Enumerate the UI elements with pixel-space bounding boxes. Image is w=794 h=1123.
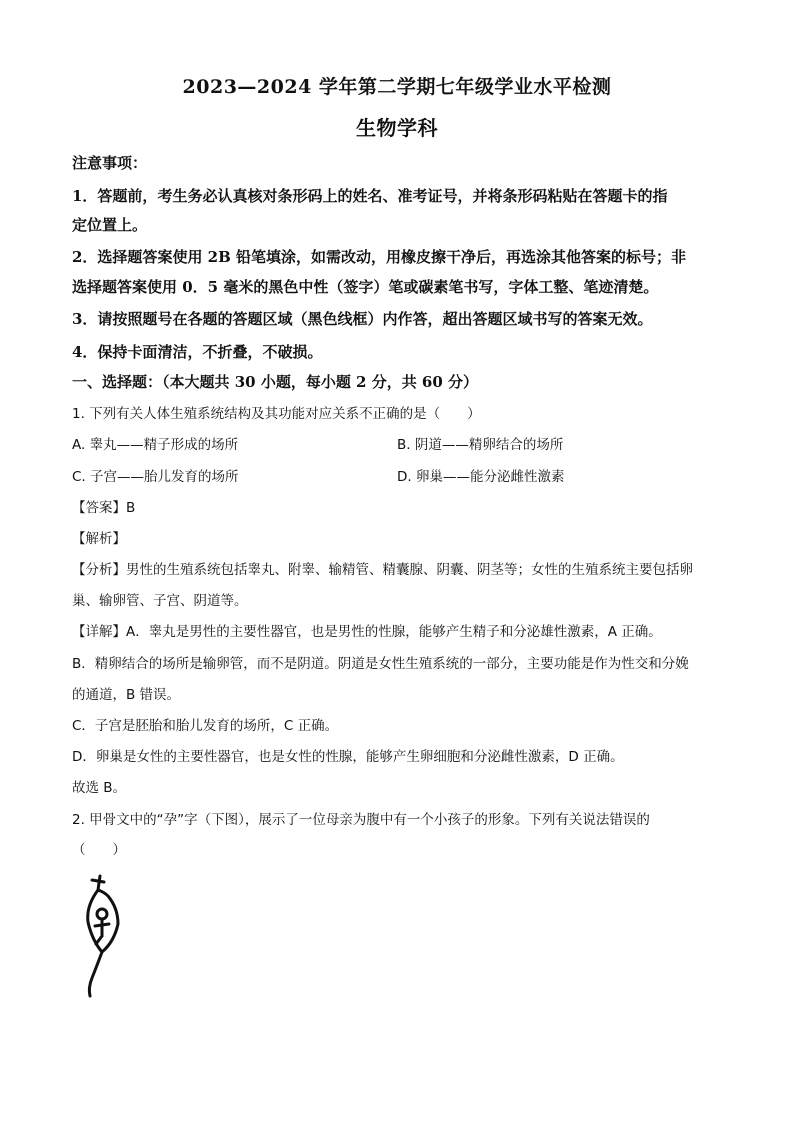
notice-item: 1．答题前，考生务必认真核对条形码上的姓名、准考证号，并将条形码粘贴在答题卡的指: [72, 187, 668, 205]
exam-title: 2023—2024 学年第二学期七年级学业水平检测: [182, 76, 612, 98]
notice-heading: 注意事项：: [72, 154, 148, 172]
question-1-option-c: C. 子宫——胎儿发育的场所: [72, 469, 239, 485]
question-1-stem: 1. 下列有关人体生殖系统结构及其功能对应关系不正确的是（ ）: [72, 406, 481, 422]
notice-item: 3．请按照题号在各题的答题区域（黑色线框）内作答，超出答题区域书写的答案无效。: [72, 310, 653, 328]
question-2-stem-continued: （ ）: [72, 842, 126, 858]
analysis-line: 故选 B。: [72, 780, 127, 796]
analysis-line: D．卵巢是女性的主要性器官，也是女性的性腺，能够产生卵细胞和分泌雌性激素，D 正确。: [72, 749, 624, 765]
subject-title: 生物学科: [356, 116, 438, 140]
question-1-option-b: B. 阴道——精卵结合的场所: [397, 437, 564, 453]
section-heading: 一、选择题：（本大题共 30 小题，每小题 2 分，共 60 分）: [72, 373, 479, 391]
analysis-line: 【分析】男性的生殖系统包括睾丸、附睾、输精管、精囊腺、阴囊、阴茎等；女性的生殖系统主要包括卵: [72, 562, 693, 578]
analysis-line: 巢、输卵管、子宫、阴道等。: [72, 593, 248, 609]
notice-item: 定位置上。: [72, 216, 148, 234]
question-1-option-d: D. 卵巢——能分泌雌性激素: [397, 469, 565, 485]
notice-item: 4．保持卡面清洁，不折叠，不破损。: [72, 343, 323, 361]
notice-item: 选择题答案使用 0．5 毫米的黑色中性（签字）笔或碳素笔书写，字体工整、笔迹清楚。: [72, 278, 659, 296]
analysis-line: 的通道，B 错误。: [72, 687, 181, 703]
question-1-answer: 【答案】B: [72, 500, 136, 516]
oracle-bone-character-image: [78, 870, 138, 1000]
question-2-stem: 2. 甲骨文中的“孕”字（下图），展示了一位母亲为腹中有一个小孩子的形象。下列有关说法错误的: [72, 812, 650, 828]
question-1-option-a: A. 睾丸——精子形成的场所: [72, 437, 239, 453]
analysis-line: B．精卵结合的场所是输卵管，而不是阴道。阴道是女性生殖系统的一部分，主要功能是作为性交和分娩: [72, 656, 689, 672]
analysis-line: C．子宫是胚胎和胎儿发育的场所，C 正确。: [72, 718, 339, 734]
question-1-analysis-label: 【解析】: [72, 531, 126, 547]
notice-item: 2．选择题答案使用 2B 铅笔填涂，如需改动，用橡皮擦干净后，再选涂其他答案的标号；非: [72, 248, 687, 266]
analysis-line: 【详解】A．睾丸是男性的主要性器官，也是男性的性腺，能够产生精子和分泌雄性激素，A 正确。: [72, 624, 662, 640]
